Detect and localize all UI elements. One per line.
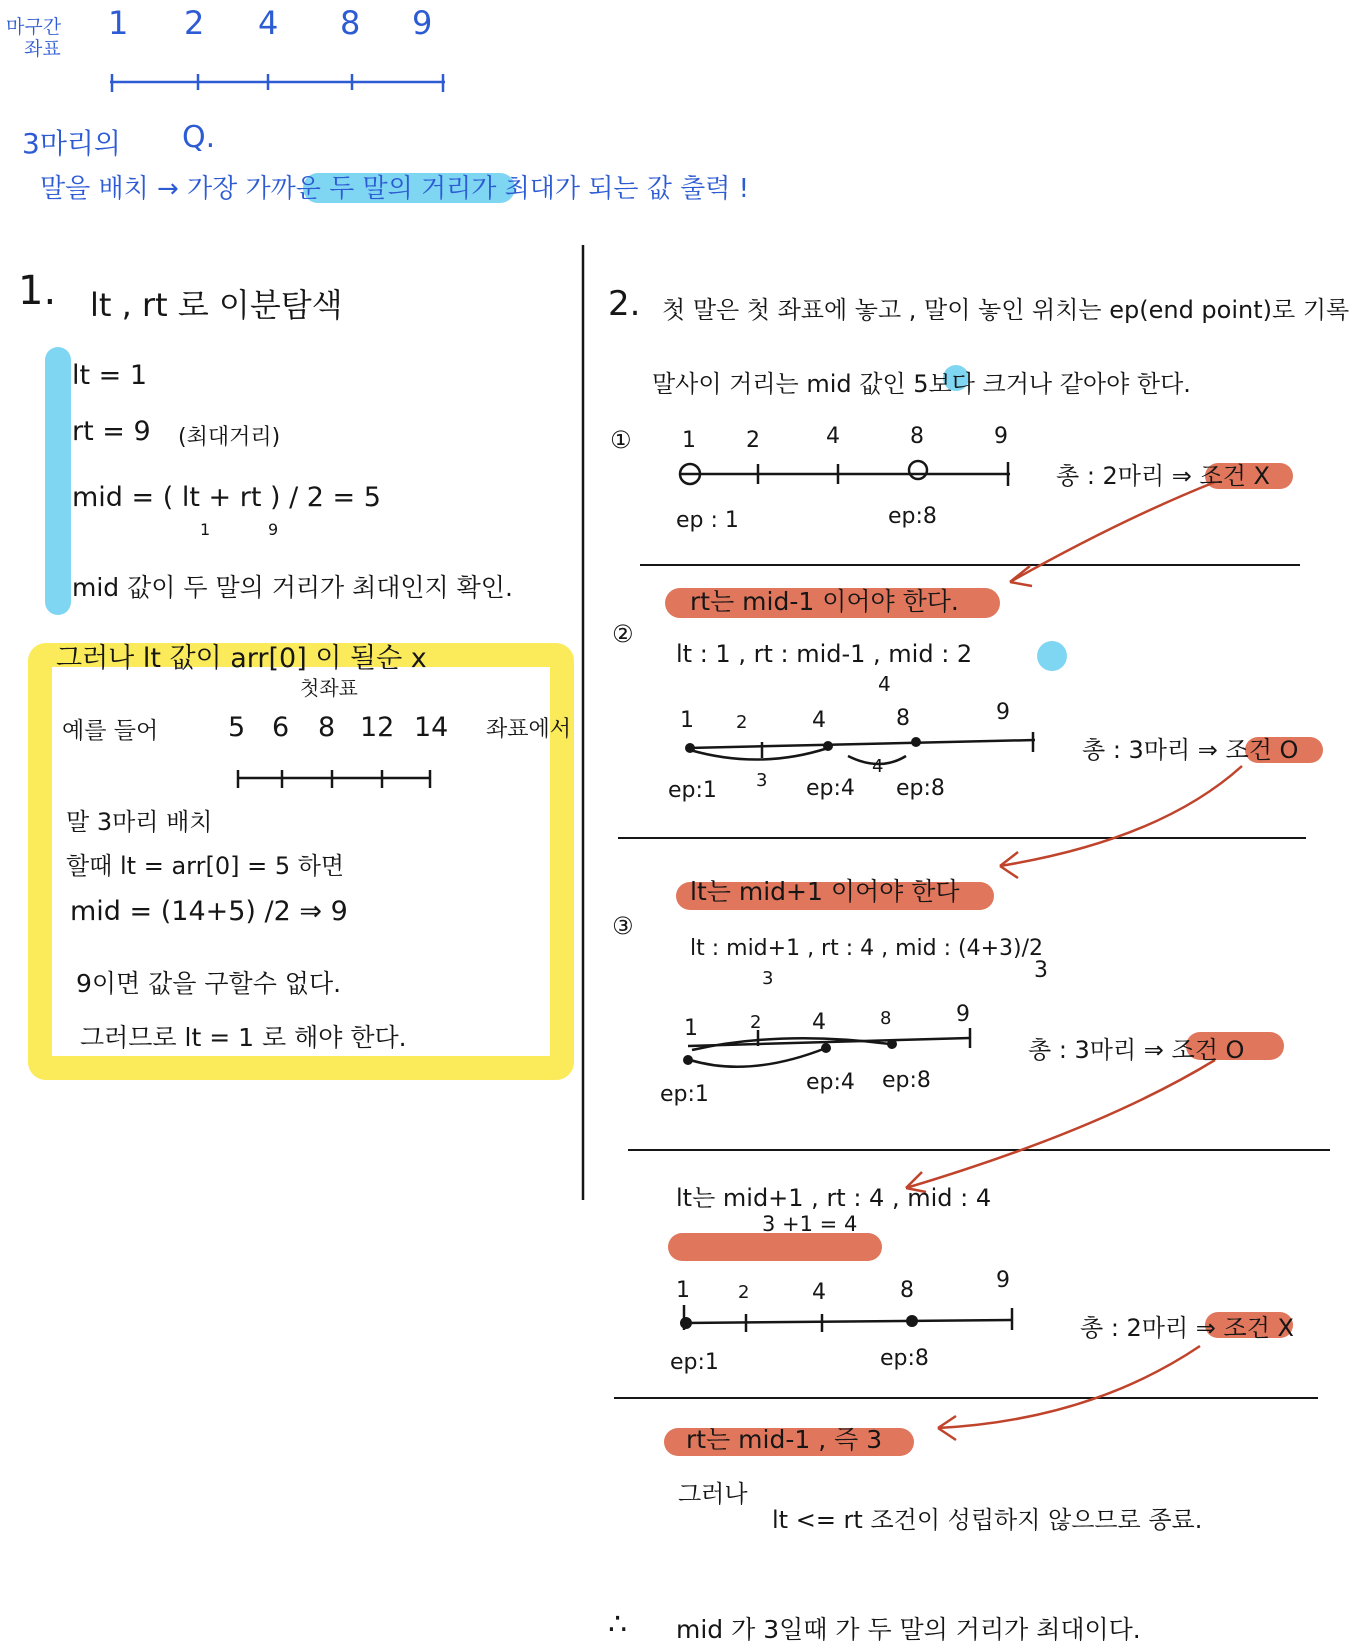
step2-coord: 8 bbox=[896, 706, 910, 731]
step1-coord: 4 bbox=[826, 424, 840, 449]
left-title-number: 1. bbox=[18, 268, 57, 314]
step2-coord: 9 bbox=[996, 700, 1010, 725]
but-line: 그러나 lt 값이 arr[0] 이 될순 x bbox=[56, 643, 427, 674]
step3-number: ③ bbox=[612, 912, 634, 940]
example-line3: mid = (14+5) /2 ⇒ 9 bbox=[70, 896, 348, 927]
right-subtitle: 말사이 거리는 mid 값인 5보다 크거나 같아야 한다. bbox=[652, 370, 1191, 398]
step3-ep-second: ep:4 bbox=[806, 1070, 855, 1095]
therefore-symbol: ∴ bbox=[608, 1607, 628, 1642]
header-coord: 4 bbox=[258, 4, 279, 42]
step4-ep-first: ep:1 bbox=[670, 1350, 719, 1375]
conclusion-line: mid 가 3일때 가 두 말의 거리가 최대이다. bbox=[676, 1615, 1141, 1644]
step1-total: 총 : 2마리 ⇒ 조건 X bbox=[1056, 462, 1270, 490]
question-prefix: 3마리의 bbox=[22, 127, 121, 160]
mid-sub-lt: 1 bbox=[200, 520, 211, 539]
step4-coord: 2 bbox=[738, 1282, 750, 1303]
step1-number-line bbox=[680, 461, 1010, 486]
ending-line1: 그러나 bbox=[678, 1480, 748, 1508]
example-line2: 할때 lt = arr[0] = 5 하면 bbox=[66, 852, 345, 880]
step3-total: 총 : 3마리 ⇒ 조건 O bbox=[1028, 1036, 1245, 1064]
step1-number: ① bbox=[610, 426, 632, 454]
but-sub: 첫좌표 bbox=[300, 676, 358, 700]
step1-coord: 1 bbox=[682, 428, 696, 453]
example-line5: 그러므로 lt = 1 로 해야 한다. bbox=[80, 1023, 407, 1052]
step2-ep-second: ep:4 bbox=[806, 776, 855, 801]
header-label-line2: 좌표 bbox=[24, 38, 61, 60]
step4-coord: 9 bbox=[996, 1268, 1010, 1293]
header-coord: 8 bbox=[340, 4, 361, 42]
step3-coord: 1 bbox=[684, 1016, 698, 1041]
step3-values: lt : mid+1 , rt : 4 , mid : (4+3)/2 bbox=[690, 936, 1044, 961]
lt-line: lt = 1 bbox=[72, 360, 148, 391]
step1-coord: 8 bbox=[910, 424, 924, 449]
step4-coord: 1 bbox=[676, 1278, 690, 1303]
example-line1: 말 3마리 배치 bbox=[66, 808, 213, 836]
example-coord: 5 bbox=[228, 712, 246, 743]
question-line: 말을 배치 → 가장 가까운 두 말의 거리가 최대가 되는 값 출력 ! bbox=[40, 174, 750, 204]
header-label bbox=[6, 16, 61, 60]
step4-total: 총 : 2마리 ⇒ 조건 X bbox=[1080, 1314, 1294, 1342]
step2-values: lt : 1 , rt : mid-1 , mid : 2 bbox=[676, 640, 973, 668]
step2-gap2: 4 bbox=[872, 756, 884, 777]
ending-line2: lt <= rt 조건이 성립하지 않으므로 종료. bbox=[772, 1506, 1203, 1534]
step4-coord: 8 bbox=[900, 1278, 914, 1303]
step2-number: ② bbox=[612, 620, 634, 648]
example-coord: 14 bbox=[414, 712, 449, 743]
rt-line: rt = 9 bbox=[72, 416, 151, 447]
example-number-line bbox=[238, 770, 430, 788]
header-coord: 2 bbox=[184, 4, 205, 42]
header-number-line bbox=[110, 74, 445, 92]
cyan-dot-2 bbox=[1037, 641, 1067, 671]
step2-coord: 1 bbox=[680, 708, 694, 733]
step2-sub: 4 bbox=[878, 672, 891, 696]
step3-coord: 9 bbox=[956, 1002, 970, 1027]
step3-sub-right: 3 bbox=[1034, 958, 1048, 983]
step2-coord: 2 bbox=[736, 712, 748, 733]
example-coord: 12 bbox=[360, 712, 395, 743]
example-coord: 6 bbox=[272, 712, 290, 743]
step3-ep-third: ep:8 bbox=[882, 1068, 931, 1093]
step3-coord: 2 bbox=[750, 1012, 762, 1033]
mid-sub-rt: 9 bbox=[268, 520, 279, 539]
question-mark: Q. bbox=[182, 120, 216, 155]
step4-ep-second: ep:8 bbox=[880, 1346, 929, 1371]
step2-total: 총 : 3마리 ⇒ 조건 O bbox=[1082, 736, 1299, 764]
left-title: lt , rt 로 이분탐색 bbox=[90, 286, 343, 324]
mid-line: mid = ( lt + rt ) / 2 = 5 bbox=[72, 482, 381, 513]
right-title-number: 2. bbox=[608, 284, 641, 324]
step3-coord: 4 bbox=[812, 1010, 826, 1035]
example-label: 예를 들어 bbox=[62, 718, 159, 744]
red-arrows bbox=[906, 482, 1245, 1440]
step3-ep-first: ep:1 bbox=[660, 1082, 709, 1107]
example-coord: 8 bbox=[318, 712, 336, 743]
step2-number-line bbox=[688, 732, 1035, 764]
step1-ep-second: ep:8 bbox=[888, 504, 937, 529]
header-label-line1: 마구간 bbox=[6, 16, 62, 38]
step3-coord: 8 bbox=[880, 1008, 892, 1029]
step4-coord: 4 bbox=[812, 1280, 826, 1305]
step1-result: rt는 mid-1 이어야 한다. bbox=[690, 587, 959, 616]
check-line: mid 값이 두 말의 거리가 최대인지 확인. bbox=[72, 573, 513, 602]
header-coord: 1 bbox=[108, 4, 129, 42]
step4-sub: 3 +1 = 4 bbox=[762, 1212, 858, 1236]
step2-coord: 4 bbox=[812, 708, 826, 733]
step3-sub-left: 3 bbox=[762, 968, 774, 989]
example-tail: 좌표에서 bbox=[486, 717, 572, 742]
step2-ep-third: ep:8 bbox=[896, 776, 945, 801]
step2-result: lt는 mid+1 이어야 한다 bbox=[690, 877, 960, 906]
step2-ep-first: ep:1 bbox=[668, 778, 717, 803]
step4-values: lt는 mid+1 , rt : 4 , mid : 4 bbox=[676, 1184, 992, 1212]
step1-ep-first: ep : 1 bbox=[676, 508, 739, 533]
step2-gap1: 3 bbox=[756, 770, 768, 791]
step4-result: rt는 mid-1 , 즉 3 bbox=[686, 1425, 883, 1454]
step1-coord: 9 bbox=[994, 424, 1008, 449]
example-line4: 9이면 값을 구할수 없다. bbox=[76, 969, 342, 998]
right-title: 첫 말은 첫 좌표에 놓고 , 말이 놓인 위치는 ep(end point)로 기록 bbox=[662, 296, 1350, 324]
step4-number-line bbox=[684, 1305, 1012, 1332]
step1-coord: 2 bbox=[746, 428, 760, 453]
header-coord: 9 bbox=[412, 4, 433, 42]
rt-note: (최대거리) bbox=[178, 425, 281, 450]
